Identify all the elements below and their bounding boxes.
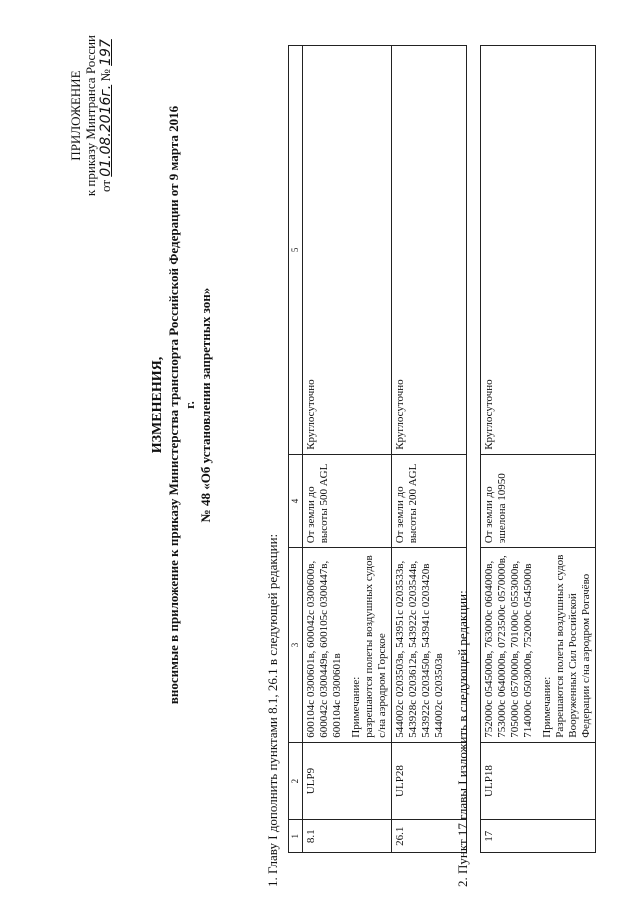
date-prefix: от <box>98 180 113 193</box>
zones-table-1 <box>288 45 467 853</box>
note-title: Примечание: <box>541 676 553 738</box>
column-header-5: 5 <box>289 46 303 455</box>
table-header-row <box>289 46 303 853</box>
zone-boundary <box>481 548 596 742</box>
document-subtitle-line1: вносимые в приложение к приказу Министерства транспорта Российской Федерации от 9 марта 2016 г. <box>166 105 197 705</box>
zones-table-2 <box>480 45 596 853</box>
appendix-block <box>68 35 114 196</box>
date-signature: 01.08.2016г. <box>98 84 114 177</box>
note-text: разрешаются полеты воздушных судов с/на аэродром Горское <box>363 555 388 738</box>
column-header-1: 1 <box>289 820 303 853</box>
table-row <box>481 46 596 853</box>
zone-time: Круглосуточно <box>303 46 392 455</box>
appendix-date-line <box>98 35 114 196</box>
table-row <box>303 46 392 853</box>
section1-heading: 1. Главу I дополнить пунктами 8.1, 26.1 в следующей редакции: <box>265 533 280 887</box>
appendix-line: к приказу Минтранса России <box>83 35 98 197</box>
zone-time: Круглосуточно <box>481 46 596 455</box>
section2-heading: 2. Пункт 17 главы I изложить в следующей редакции: <box>455 590 470 887</box>
zone-altitude: От земли до высоты 200 AGL <box>392 454 467 548</box>
zone-coordinates: 600104с 0300601в, 600042с 0300600в, 600042с 0300449в, 600105с 0300447в, 600104с 0300601в <box>305 560 343 738</box>
zone-code: ULP28 <box>392 742 467 820</box>
zone-code: ULP9 <box>303 742 392 820</box>
column-header-2: 2 <box>289 742 303 820</box>
document-main-title: ИЗМЕНЕНИЯ, <box>150 356 165 454</box>
zone-time: Круглосуточно <box>392 46 467 455</box>
note-title: Примечание: <box>350 676 362 738</box>
number-prefix: № <box>98 69 113 82</box>
note-text: Разрешаются полеты воздушных судов Вооруженных Сил Российской Федерации с/на аэродром Рогачёво <box>554 554 592 738</box>
row-number: 26.1 <box>392 820 467 853</box>
zone-coordinates: 544002с 0203503в, 543951с 0203533в, 543928с 0203612в, 543922с 0203544в, 543922с 0203450в, 543941с 0203420в 544002с 0203503в <box>394 560 445 738</box>
row-number: 8.1 <box>303 820 392 853</box>
zone-boundary <box>303 548 392 742</box>
zone-code: ULP18 <box>481 742 596 820</box>
zone-coordinates: 752000с 0545000в, 763000с 0604000в, 753000с 0640000в, 0723500с 0570000в, 705000с 0570000в, 701000с 0553000в, 714000с 0503000в, 752000с 0545000в <box>483 555 534 738</box>
row-number: 17 <box>481 820 596 853</box>
zone-altitude: От земли до эшелона 10950 <box>481 454 596 548</box>
column-header-4: 4 <box>289 454 303 548</box>
document-title-block <box>150 105 214 705</box>
appendix-title: ПРИЛОЖЕНИЕ <box>68 70 83 161</box>
zone-altitude: От земли до высоты 500 AGL <box>303 454 392 548</box>
number-signature: 197 <box>98 39 114 66</box>
column-header-3: 3 <box>289 548 303 742</box>
document-subtitle-line2: № 48 «Об установлении запретных зон» <box>198 287 213 523</box>
